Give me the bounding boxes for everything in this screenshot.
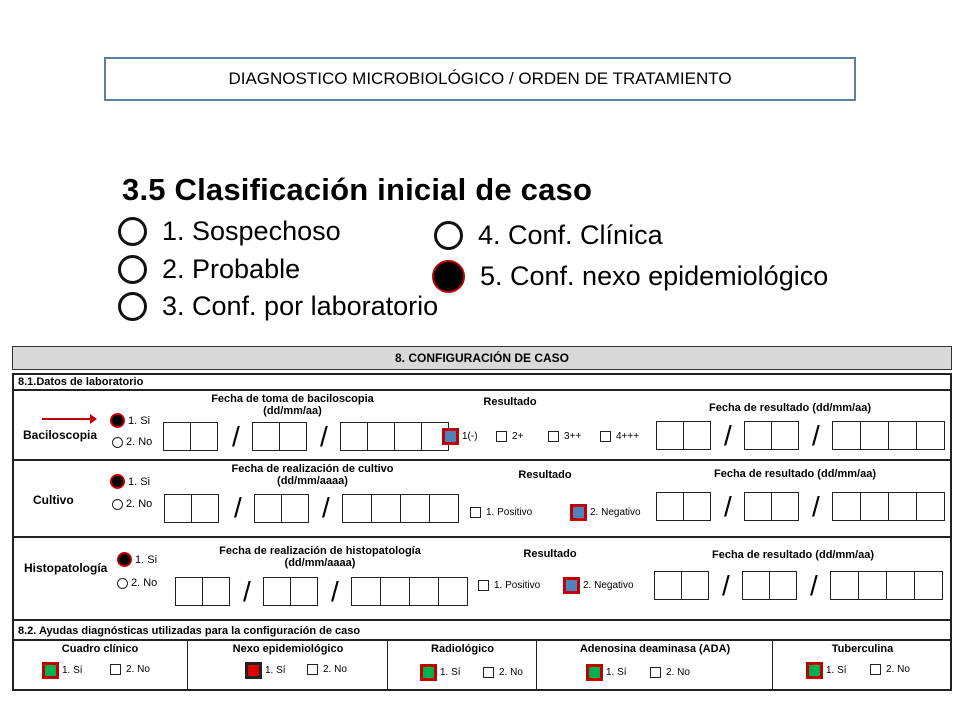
aid-cuadro-clinico-no[interactable]: 2. No <box>110 664 150 675</box>
baciloscopia-result-label: Resultado <box>483 396 537 408</box>
date-separator: / <box>724 491 732 522</box>
radio-icon[interactable] <box>112 437 123 448</box>
checkbox-icon[interactable] <box>650 667 661 678</box>
histopatologia-date-day[interactable] <box>175 577 229 606</box>
checkbox-icon[interactable] <box>548 431 559 442</box>
histopatologia-result-date-label: Fecha de resultado (dd/mm/aa) <box>712 549 874 561</box>
radio-selected-icon[interactable] <box>117 552 132 567</box>
date-separator: / <box>724 420 732 451</box>
date-separator: / <box>810 570 818 601</box>
aid-radiologico-no[interactable]: 2. No <box>483 667 523 678</box>
aid-radiologico-label: Radiológico <box>431 643 494 655</box>
checkbox-icon[interactable] <box>483 667 494 678</box>
aid-tuberculina-yes[interactable]: 1. Sí <box>808 664 847 677</box>
histopatologia-result-month[interactable] <box>742 571 796 600</box>
divider <box>187 641 188 691</box>
checkbox-checked-icon[interactable] <box>44 664 57 677</box>
aids-section-title: 8.2. Ayudas diagnósticas utilizadas para la configuración de caso <box>18 625 361 637</box>
divider <box>12 389 952 391</box>
histopatologia-yes-radio[interactable]: 1. Si <box>117 552 157 567</box>
checkbox-icon[interactable] <box>496 431 507 442</box>
aid-radiologico-yes[interactable]: 1. Sí <box>422 666 461 679</box>
aid-cuadro-clinico-label: Cuadro clínico <box>61 643 139 655</box>
radio-icon[interactable] <box>118 292 147 321</box>
classification-option-4[interactable]: 4. Conf. Clínica <box>434 220 663 251</box>
radio-selected-icon[interactable] <box>432 260 465 293</box>
cultivo-yes-radio[interactable]: 1. Si <box>110 474 150 489</box>
checkbox-icon[interactable] <box>870 664 881 675</box>
aid-cuadro-clinico-yes[interactable]: 1. Sí <box>44 664 83 677</box>
date-separator: / <box>331 576 339 607</box>
cultivo-date-month[interactable] <box>254 494 308 523</box>
baciloscopia-result-4plus[interactable]: 4+++ <box>600 431 639 442</box>
divider <box>387 641 388 691</box>
cultivo-date-year[interactable] <box>342 494 458 523</box>
checkbox-icon[interactable] <box>307 664 318 675</box>
radio-icon[interactable] <box>117 578 128 589</box>
checkbox-checked-icon[interactable] <box>565 579 578 592</box>
aid-tuberculina-no[interactable]: 2. No <box>870 664 910 675</box>
baciloscopia-result-month[interactable] <box>744 421 798 450</box>
checkbox-icon[interactable] <box>470 507 481 518</box>
date-separator: / <box>322 492 330 523</box>
baciloscopia-result-date-label: Fecha de resultado (dd/mm/aa) <box>709 402 871 414</box>
checkbox-checked-icon[interactable] <box>444 430 457 443</box>
row-label-cultivo: Cultivo <box>33 493 74 507</box>
histopatologia-date-year[interactable] <box>351 577 467 606</box>
baciloscopia-result-year[interactable] <box>832 421 944 450</box>
histopatologia-date-month[interactable] <box>263 577 317 606</box>
row-label-baciloscopia: Baciloscopia <box>23 428 98 442</box>
aid-nexo-no[interactable]: 2. No <box>307 664 347 675</box>
radio-selected-icon[interactable] <box>110 413 125 428</box>
baciloscopia-result-3plus[interactable]: 3++ <box>548 431 581 442</box>
checkbox-icon[interactable] <box>600 431 611 442</box>
aid-nexo-label: Nexo epidemiológico <box>232 643 344 655</box>
baciloscopia-yes-radio[interactable]: 1. Si <box>110 413 150 428</box>
baciloscopia-result-day[interactable] <box>656 421 710 450</box>
checkbox-checked-icon[interactable] <box>422 666 435 679</box>
cultivo-result-year[interactable] <box>832 492 944 521</box>
date-separator: / <box>234 492 242 523</box>
aid-ada-yes[interactable]: 1. Sí <box>588 666 627 679</box>
divider <box>12 639 952 641</box>
classification-title: 3.5 Clasificación inicial de caso <box>122 172 593 207</box>
histopatologia-result-positive[interactable]: 1. Positivo <box>478 580 540 591</box>
classification-option-1[interactable]: 1. Sospechoso <box>118 216 341 247</box>
histopatologia-no-radio[interactable]: 2. No <box>117 577 157 589</box>
baciloscopia-no-radio[interactable]: 2. No <box>112 436 152 448</box>
row-label-histopatologia: Histopatología <box>24 561 108 575</box>
histopatologia-result-label: Resultado <box>523 548 577 560</box>
divider <box>12 619 952 621</box>
baciloscopia-date-label: Fecha de toma de baciloscopia (dd/mm/aa) <box>211 393 374 417</box>
baciloscopia-result-neg[interactable]: 1(-) <box>444 430 478 443</box>
divider <box>536 641 537 691</box>
aid-ada-no[interactable]: 2. No <box>650 667 690 678</box>
classification-option-5[interactable]: 5. Conf. nexo epidemiológico <box>432 260 828 293</box>
baciloscopia-date-day[interactable] <box>163 422 217 451</box>
checkbox-checked-icon[interactable] <box>572 506 585 519</box>
date-separator: / <box>812 420 820 451</box>
divider <box>12 536 952 538</box>
cultivo-date-label: Fecha de realización de cultivo (dd/mm/aaaa) <box>231 463 394 487</box>
baciloscopia-date-month[interactable] <box>252 422 306 451</box>
slide-title: DIAGNOSTICO MICROBIOLÓGICO / ORDEN DE TRATAMIENTO <box>104 57 856 101</box>
aid-nexo-yes[interactable]: 1. Sí <box>247 664 286 677</box>
cultivo-result-positive[interactable]: 1. Positivo <box>470 507 532 518</box>
cultivo-no-radio[interactable]: 2. No <box>112 498 152 510</box>
cultivo-result-negative[interactable]: 2. Negativo <box>572 506 641 519</box>
cultivo-result-day[interactable] <box>656 492 710 521</box>
date-separator: / <box>722 570 730 601</box>
baciloscopia-result-2plus[interactable]: 2+ <box>496 431 523 442</box>
checkbox-checked-icon[interactable] <box>808 664 821 677</box>
radio-icon[interactable] <box>118 217 147 246</box>
histopatologia-date-label: Fecha de realización de histopatología (dd/mm/aaaa) <box>219 545 421 569</box>
date-separator: / <box>232 421 240 452</box>
date-separator: / <box>812 491 820 522</box>
cultivo-date-day[interactable] <box>164 494 218 523</box>
checkbox-checked-icon[interactable] <box>247 664 260 677</box>
date-separator: / <box>243 576 251 607</box>
radio-icon[interactable] <box>112 499 123 510</box>
cultivo-result-label: Resultado <box>518 469 572 481</box>
histopatologia-result-negative[interactable]: 2. Negativo <box>565 579 634 592</box>
lab-section-title: 8.1.Datos de laboratorio <box>18 376 144 388</box>
form-header: 8. CONFIGURACIÓN DE CASO <box>12 346 952 370</box>
divider <box>12 459 952 461</box>
radio-icon[interactable] <box>434 221 463 250</box>
date-separator: / <box>320 421 328 452</box>
checkbox-icon[interactable] <box>478 580 489 591</box>
cultivo-result-date-label: Fecha de resultado (dd/mm/aa) <box>714 468 876 480</box>
baciloscopia-date-year[interactable] <box>340 422 448 451</box>
histopatologia-result-day[interactable] <box>654 571 708 600</box>
checkbox-checked-icon[interactable] <box>588 666 601 679</box>
aid-ada-label: Adenosina deaminasa (ADA) <box>579 643 731 655</box>
classification-option-3[interactable]: 3. Conf. por laboratorio <box>118 291 438 322</box>
histopatologia-result-year[interactable] <box>830 571 942 600</box>
radio-selected-icon[interactable] <box>110 474 125 489</box>
cultivo-result-month[interactable] <box>744 492 798 521</box>
divider <box>772 641 773 691</box>
radio-icon[interactable] <box>118 255 147 284</box>
arrow-icon <box>40 412 98 426</box>
checkbox-icon[interactable] <box>110 664 121 675</box>
aid-tuberculina-label: Tuberculina <box>831 643 894 655</box>
classification-option-2[interactable]: 2. Probable <box>118 254 300 285</box>
